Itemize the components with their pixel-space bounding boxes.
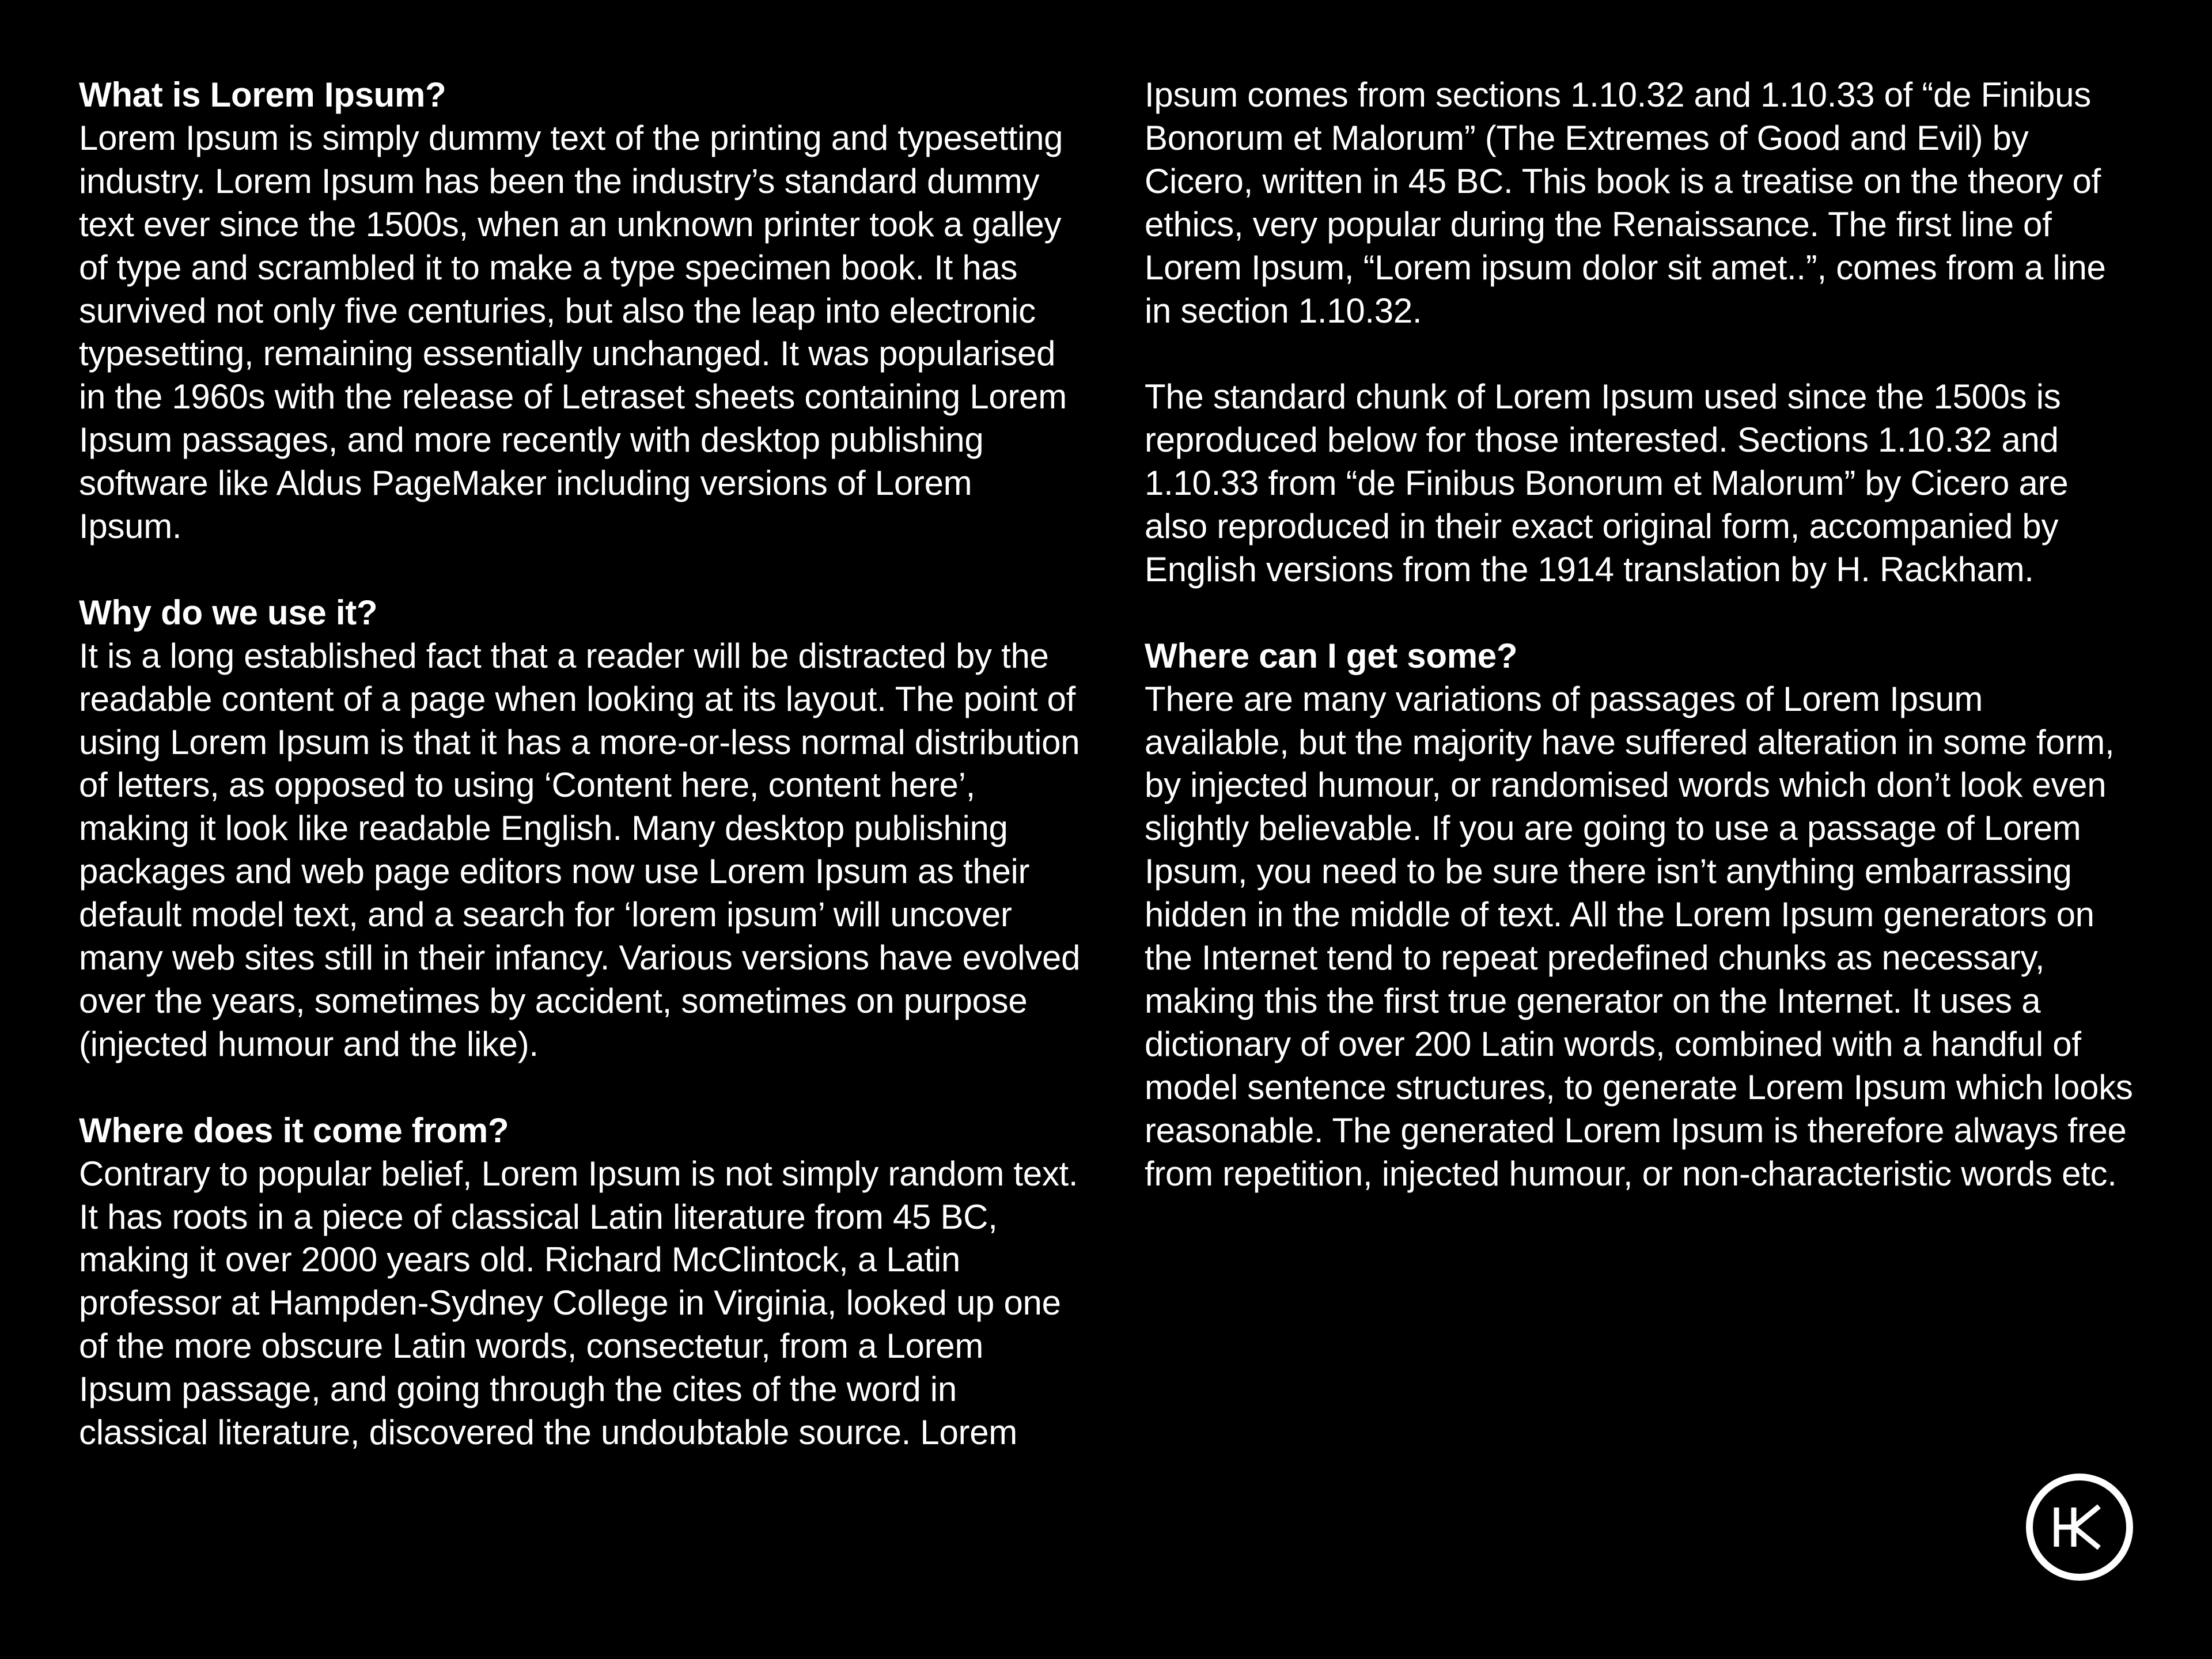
section-what-is-lorem-ipsum bbox=[79, 74, 1081, 548]
section-where-does-it-come-from-continued bbox=[1145, 74, 2135, 592]
section-paragraph: Contrary to popular belief, Lorem Ipsum is not simply random text. It has roots in a piece of classical Latin literature from 45 BC, making it over 2000 years old. Richard McClintock, a Latin professor at Hampden-Sydney College in Virginia, looked up one of the more obscure Latin words, consectetur, from a Lorem Ipsum passage, and going through the cites of the word in classical literature, discovered the undoubtable source. Lorem bbox=[79, 1154, 1078, 1452]
left-column bbox=[79, 74, 1081, 1498]
section-heading: Where does it come from? bbox=[79, 1111, 509, 1150]
section-paragraph: Ipsum comes from sections 1.10.32 and 1.10.33 of “de Finibus Bonorum et Malorum” (The Extremes of Good and Evil) by Cicero, written in 45 BC. This book is a treatise on the theory of ethics, very popular during the Renaissance. The first line of Lorem Ipsum, “Lorem ipsum dolor sit amet..”, comes from a line in section 1.10.32. bbox=[1145, 75, 2106, 330]
section-paragraph: The standard chunk of Lorem Ipsum used since the 1500s is reproduced below for those interested. Sections 1.10.32 and 1.10.33 from “de Finibus Bonorum et Malorum” by Cicero are also reproduced in their exact original form, accompanied by English versions from the 1914 translation by H. Rackham. bbox=[1145, 377, 2069, 589]
section-heading: Where can I get some? bbox=[1145, 636, 1518, 675]
right-column bbox=[1145, 74, 2135, 1238]
section-heading: Why do we use it? bbox=[79, 593, 378, 632]
section-paragraph: It is a long established fact that a reader will be distracted by the readable content of a page when looking at its layout. The point of using Lorem Ipsum is that it has a more-or-less normal distribution of letters, as opposed to using ‘Content here, content here’, making it look like readable English. Many desktop publishing packages and web page editors now use Lorem Ipsum as their default model text, and a search for ‘lorem ipsum’ will uncover many web sites still in their infancy. Various versions have evolved over the years, sometimes by accident, sometimes on purpose (injected humour and the like). bbox=[79, 636, 1081, 1063]
section-paragraph: Lorem Ipsum is simply dummy text of the printing and typesetting industry. Lorem Ipsum has been the industry’s standard dummy text ever since the 1500s, when an unknown printer took a galley of type and scrambled it to make a type specimen book. It has survived not only five centuries, but also the leap into electronic typesetting, remaining essentially unchanged. It was popularised in the 1960s with the release of Letraset sheets containing Lorem Ipsum passages, and more recently with desktop publishing software like Aldus PageMaker including versions of Lorem Ipsum. bbox=[79, 118, 1067, 546]
section-paragraph: There are many variations of passages of Lorem Ipsum available, but the majority have suffered alteration in some form, by injected humour, or randomised words which don’t look even slightly believable. If you are going to use a passage of Lorem Ipsum, you need to be sure there isn’t anything embarrassing hidden in the middle of text. All the Lorem Ipsum generators on the Internet tend to repeat predefined chunks as necessary, making this the first true generator on the Internet. It uses a dictionary of over 200 Latin words, combined with a handful of model sentence structures, to generate Lorem Ipsum which looks reasonable. The generated Lorem Ipsum is therefore always free from repetition, injected humour, or non-characteristic words etc. bbox=[1145, 679, 2133, 1193]
section-where-can-i-get-some bbox=[1145, 635, 2135, 1196]
section-why-do-we-use-it bbox=[79, 592, 1081, 1066]
section-heading: What is Lorem Ipsum? bbox=[79, 75, 446, 114]
hk-monogram-logo-icon bbox=[2025, 1473, 2134, 1581]
section-where-does-it-come-from bbox=[79, 1109, 1081, 1455]
